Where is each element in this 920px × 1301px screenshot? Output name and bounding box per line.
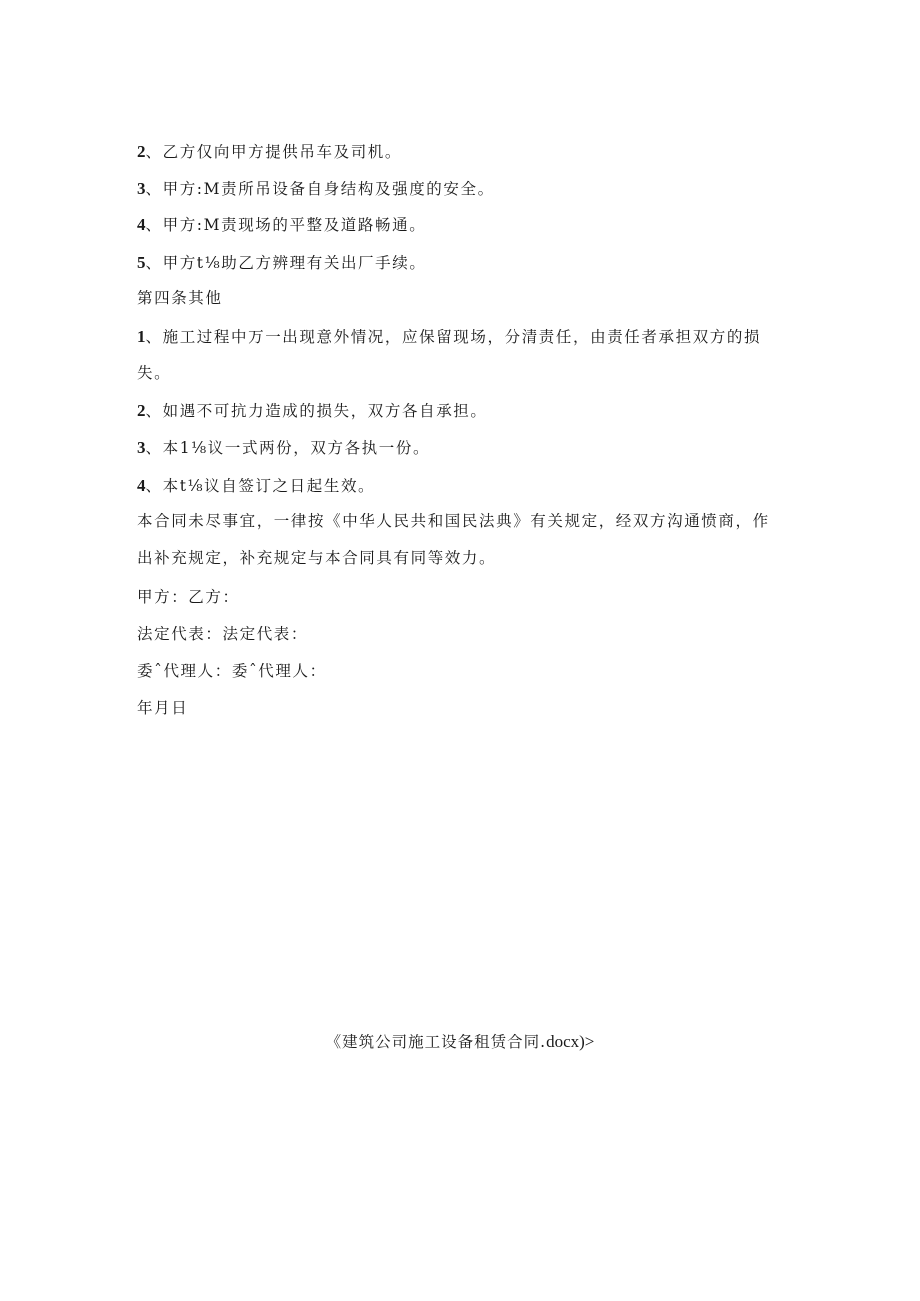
clause-line <box>137 143 402 161</box>
signature-date-text: 年月日 <box>137 699 189 717</box>
footer-extension: docx)> <box>546 1032 595 1051</box>
clause-line <box>137 477 375 495</box>
signature-agent-line <box>137 664 327 680</box>
clause-line <box>137 328 761 346</box>
clause-line <box>137 254 426 272</box>
clause-text: 、本t⅛议自签订之日起生效。 <box>145 477 376 495</box>
section-heading <box>137 291 223 307</box>
clause-number: 3 <box>137 438 146 457</box>
clause-text: 、甲方:M责所吊设备自身结构及强度的安全。 <box>145 180 495 198</box>
clause-number: 2 <box>137 142 146 161</box>
paragraph-text: 本合同未尽事宜，一律按《中华人民共和国民法典》有关规定，经双方沟通愤商，作 <box>137 512 770 530</box>
clause-continuation <box>137 366 171 382</box>
signature-party-text: 甲方：乙方： <box>137 588 240 606</box>
clause-text: 、甲方:M责现场的平整及道路畅通。 <box>145 216 427 234</box>
paragraph-line <box>137 551 496 567</box>
clause-number: 4 <box>137 215 146 234</box>
clause-line <box>137 439 430 457</box>
clause-number: 2 <box>137 401 146 420</box>
clause-number: 1 <box>137 327 146 346</box>
clause-line <box>137 402 488 420</box>
clause-text: 、施工过程中万一出现意外情况，应保留现场，分清责任，由责任者承担双方的损 <box>145 328 762 346</box>
clause-text: 、乙方仅向甲方提供吊车及司机。 <box>145 143 403 161</box>
clause-text: 、甲方t⅛助乙方辨理有关出厂手续。 <box>145 254 427 272</box>
paragraph-text: 出补充规定，补充规定与本合同具有同等效力。 <box>137 549 497 567</box>
signature-representative-line <box>137 627 308 643</box>
clause-number: 3 <box>137 179 146 198</box>
paragraph-line <box>137 514 770 530</box>
clause-number: 5 <box>137 253 146 272</box>
clause-text: 失。 <box>137 364 172 382</box>
clause-line <box>137 180 495 198</box>
footer-title: 《建筑公司施工设备租赁合同. <box>325 1033 547 1051</box>
signature-party-line <box>137 590 240 606</box>
section-heading-text: 第四条其他 <box>137 289 223 307</box>
signature-date-line <box>137 701 188 717</box>
signature-agent-text: 委ˆ代理人：委ˆ代理人： <box>137 662 327 680</box>
signature-representative-text: 法定代表：法定代表： <box>137 625 309 643</box>
clause-number: 4 <box>137 476 146 495</box>
clause-text: 、如遇不可抗力造成的损失，双方各自承担。 <box>145 402 488 420</box>
clause-text: 、本1⅛议一式两份，双方各执一份。 <box>145 439 431 457</box>
document-footer <box>0 1030 920 1052</box>
clause-line <box>137 216 426 234</box>
